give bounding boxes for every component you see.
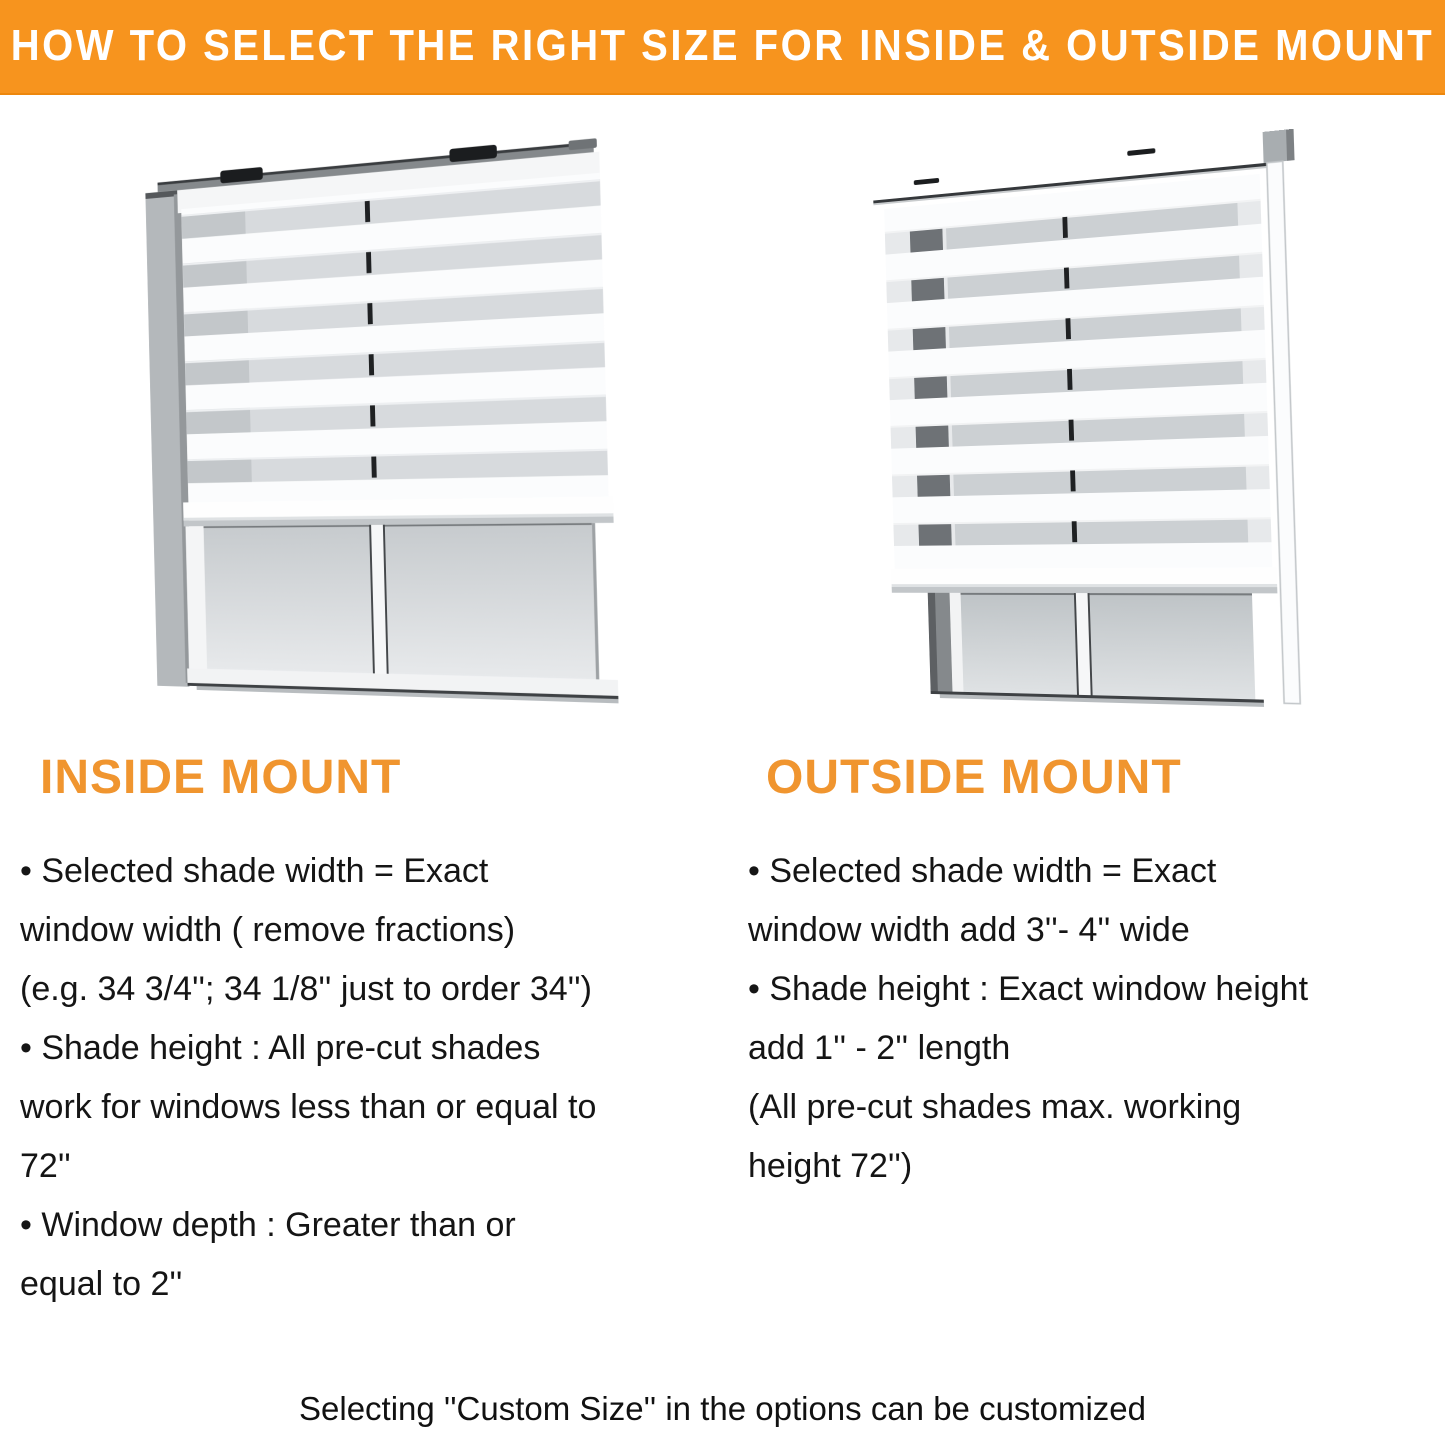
inside-mount-heading: INSIDE MOUNT bbox=[40, 751, 402, 804]
window-glass bbox=[928, 593, 1264, 707]
custom-size-note: Selecting ''Custom Size'' in the options can be customized bbox=[299, 1390, 1146, 1427]
zebra-blind bbox=[881, 174, 1278, 594]
bullet-line: • Selected shade width = Exact bbox=[20, 852, 489, 890]
outside-mount-instructions bbox=[748, 842, 1438, 1196]
outside-mount-window-icon bbox=[862, 126, 1343, 760]
bullet-line: • Selected shade width = Exact bbox=[748, 852, 1217, 890]
bullet-line: equal to 2'' bbox=[20, 1265, 183, 1303]
inside-mount-instructions bbox=[20, 842, 720, 1314]
inside-mount-illustration bbox=[118, 148, 630, 746]
header-banner bbox=[0, 0, 1445, 95]
bullet-line: window width add 3''- 4'' wide bbox=[748, 911, 1190, 949]
bullet-line: window width ( remove fractions) bbox=[20, 911, 516, 949]
bullet-line: • Shade height : All pre-cut shades bbox=[20, 1029, 541, 1067]
bullet-line: 72'' bbox=[20, 1147, 71, 1185]
inside-mount-window-icon bbox=[131, 123, 649, 758]
page-title: HOW TO SELECT THE RIGHT SIZE FOR INSIDE & OUTSIDE MOUNT bbox=[10, 22, 1435, 70]
bullet-line: • Window depth : Greater than or bbox=[20, 1206, 516, 1244]
window-side-frame bbox=[1267, 161, 1300, 703]
bullet-line: work for windows less than or equal to bbox=[20, 1088, 597, 1126]
zebra-blind bbox=[176, 172, 614, 526]
bullet-line: • Shade height : Exact window height bbox=[748, 970, 1309, 1008]
bullet-line: add 1'' - 2'' length bbox=[748, 1029, 1011, 1067]
bullet-line: (All pre-cut shades max. working bbox=[748, 1088, 1242, 1126]
bullet-line: height 72'') bbox=[748, 1147, 913, 1185]
outside-mount-illustration bbox=[853, 150, 1325, 750]
window-glass bbox=[184, 523, 619, 704]
bullet-line: (e.g. 34 3/4''; 34 1/8'' just to order 34'') bbox=[20, 970, 592, 1008]
outside-mount-heading: OUTSIDE MOUNT bbox=[766, 751, 1182, 804]
